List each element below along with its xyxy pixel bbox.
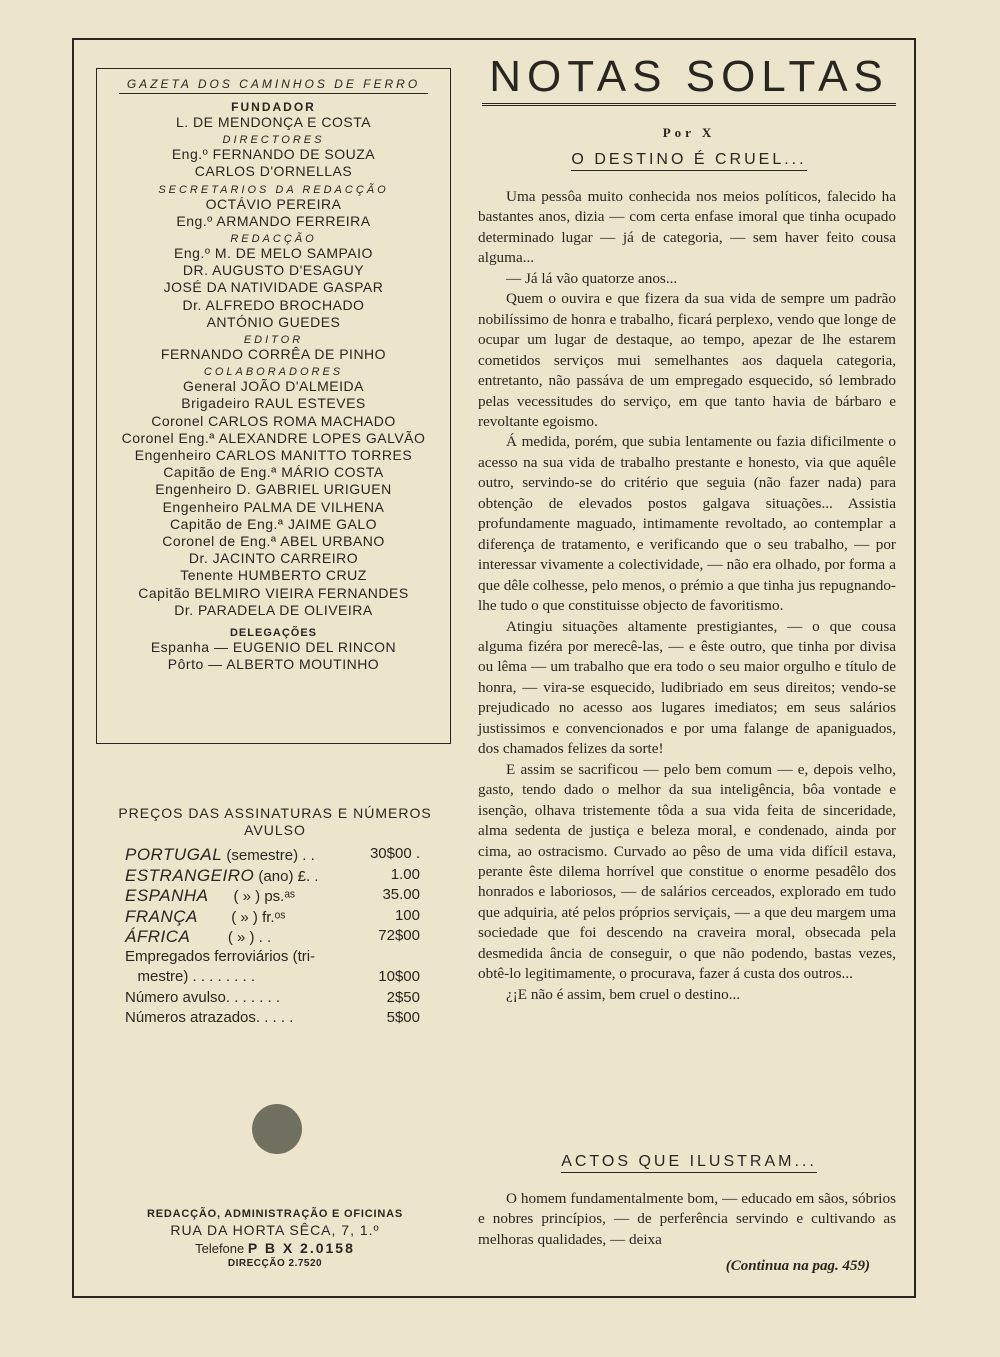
price-value: 30$00 .: [369, 845, 420, 862]
colaborador-name: Dr. PARADELA DE OLIVEIRA: [174, 601, 373, 618]
colaborador-name: General JOÃO D'ALMEIDA: [183, 378, 364, 395]
delegacao-name: Espanha — EUGENIO DEL RINCON: [150, 639, 397, 656]
redactor-name: Dr. ALFREDO BROCHADO: [182, 296, 365, 313]
editor-name: FERNANDO CORRÊA DE PINHO: [160, 346, 387, 363]
masthead-title: GAZETA DOS CAMINHOS DE FERRO: [119, 77, 428, 94]
colaborador-name: Capitão de Eng.ª JAIME GALO: [170, 515, 377, 532]
address-line2: RUA DA HORTA SÊCA, 7, 1.º: [170, 1222, 380, 1238]
article-paragraph: Atingiu situações altamente prestigiantes, — o que cousa alguma fizéra por merecê-las, — e êste outro, que tinha por divisa ou lêma — um trabalho que era todo o seu maior orgulho e título de honra, — vira-se esquecido, ludibriado em seus direitos; vendo-se prejudicado no acesso aos lugares imediatos; em seus salários justissimos e convencionados e por uma falange de apaniguados, dos chamados felizes da sorte!: [478, 617, 896, 758]
article-paragraph: E assim se sacrificou — pelo bem comum — e, depois velho, gasto, tendo dado o melhor da sua inteligência, bôa vontade e isenção, olhava tristemente tôda a sua vida feita de sinceridade, alma sedenta de justiça e beleza moral, e condenado, ainda por cima, ao ostracismo. Curvado ao pêso de uma vida difícil estava, perante êste dilema horrível que constitue o enorme pesadêlo dos honrados e laboriosos, — de salários cerceados, explorado em tudo que adquiria, até pelos próprios serviçais, — a que deu margem uma sociedade que foi descendo na craveira moral, obsecada pela desmedida ância de conseguir, o que não podendo, bastas vezes, obtê-lo legitimamente, o procurava, fazer á custa dos outros...: [478, 760, 896, 983]
fundador-label: FUNDADOR: [231, 100, 316, 114]
price-region: FRANÇA: [125, 906, 198, 926]
directores-label: DIRECTORES: [222, 134, 325, 147]
price-value: 100: [394, 906, 420, 924]
subhead-actos: [482, 1153, 896, 1171]
price-value: 2$50: [386, 988, 420, 1006]
price-row: [100, 948, 450, 969]
price-row: [100, 989, 450, 1010]
colaborador-name: Capitão de Eng.ª MÁRIO COSTA: [163, 464, 384, 481]
price-detail: (ano) £. .: [254, 867, 319, 885]
prices-title-line2: AVULSO: [244, 822, 306, 838]
redactor-name: JOSÉ DA NATIVIDADE GASPAR: [163, 279, 384, 296]
price-row: [100, 866, 450, 887]
colaborador-name: Dr. JACINTO CARREIRO: [188, 550, 359, 567]
seal-mark: [252, 1104, 302, 1154]
secretarios-label: SECRETARIOS DA REDACÇÃO: [158, 183, 389, 196]
direccao-phone: DIRECÇÃO 2.7520: [227, 1258, 323, 1269]
colaborador-name: Coronel de Eng.ª ABEL URBANO: [162, 533, 385, 550]
price-row: [100, 886, 450, 907]
redactor-name: ANTÓNIO GUEDES: [206, 313, 341, 330]
redactor-name: Eng.º M. DE MELO SAMPAIO: [174, 245, 373, 262]
phone-number: P B X 2.0158: [247, 1240, 355, 1256]
colaboradores-label: COLABORADORES: [203, 366, 344, 379]
phone-label: Telefone: [195, 1241, 248, 1256]
price-value: 5$00: [386, 1009, 420, 1026]
article-paragraph: Á medida, porém, que subia lentamente ou fazia dificilmente o acesso na sua vida de trabalho prestante e honesto, via que aquêle outro, servindo-se do critério que seguia (não fazer nada) para obtenção de elevados postos galgava situações... Assistia profundamente maguado, intimamente revoltado, ao contemplar a diferença de tratamento, e verificando que o seu trabalho, — por interessar vivamente a colectividade, — não era olhado, por forma a que dêle colhesse, pelo menos, o prémio a que tinha jus repugnando-lhe tudo o que constituisse objecto de favoritismo.: [478, 433, 896, 615]
colaborador-name: Engenheiro CARLOS MANITTO TORRES: [134, 447, 413, 464]
article-section-1: [478, 187, 896, 1005]
price-row: [100, 927, 450, 948]
colaborador-name: Engenheiro D. GABRIEL URIGUEN: [155, 481, 392, 498]
colaborador-name: Coronel CARLOS ROMA MACHADO: [151, 412, 396, 429]
price-label: Empregados ferroviários (tri-: [125, 947, 316, 965]
redaccao-label: REDACÇÃO: [230, 233, 317, 246]
address-line1: REDACÇÃO, ADMINISTRAÇÃO E OFICINAS: [147, 1208, 403, 1220]
subhead-actos-text: ACTOS QUE ILUSTRAM...: [561, 1153, 817, 1173]
price-row: [100, 907, 450, 928]
colaborador-name: Tenente HUMBERTO CRUZ: [180, 567, 367, 584]
price-detail: (semestre) . .: [222, 847, 315, 864]
price-detail: ( » ) fr.ᵒˢ: [197, 908, 286, 926]
price-label: Números atrazados. . . . .: [125, 1009, 294, 1026]
price-detail: ( » ) ps.ᵃˢ: [208, 888, 296, 905]
colaborador-name: Capitão BELMIRO VIEIRA FERNANDES: [138, 584, 409, 601]
continuation-note: (Continua na pag. 459): [725, 1258, 870, 1274]
price-region: ESTRANGEIRO: [125, 865, 255, 885]
price-region: ESPANHA: [125, 886, 209, 905]
director-name: Eng.º FERNANDO DE SOUZA: [171, 146, 376, 163]
editor-label: EDITOR: [243, 334, 304, 347]
address-block: [100, 1208, 450, 1269]
masthead-box: [96, 68, 451, 744]
prices-title: PREÇOS DAS ASSINATURAS E NÚMEROS: [118, 805, 432, 821]
price-value: 10$00: [378, 968, 420, 985]
price-row: [100, 845, 450, 866]
colaborador-name: Coronel Eng.ª ALEXANDRE LOPES GALVÃO: [121, 429, 426, 446]
price-row: [100, 968, 450, 989]
article-paragraph: O homem fundamentalmente bom, — educado em sãos, sóbrios e nobres princípios, — de perferência servindo e cultivando as melhoras qualidades, — deixa: [478, 1190, 896, 1248]
article-paragraph: Uma pessôa muito conhecida nos meios políticos, falecido ha bastantes anos, dizia — com certa enfase imoral que tinha ocupado determinado lugar — já de categoria, — sem haver feito cousa alguma...: [478, 188, 896, 267]
delegacao-name: Pôrto — ALBERTO MOUTINHO: [167, 656, 380, 673]
price-detail: ( » ) . .: [190, 929, 272, 946]
subscription-prices: [100, 805, 450, 1030]
secretario-name: Eng.º ARMANDO FERREIRA: [176, 212, 371, 229]
colaborador-name: Engenheiro PALMA DE VILHENA: [162, 498, 385, 515]
fundador-name: L. DE MENDONÇA E COSTA: [175, 114, 372, 130]
price-row: [100, 1009, 450, 1030]
colaborador-name: Brigadeiro RAUL ESTEVES: [181, 395, 366, 412]
price-value: 1.00: [390, 865, 420, 883]
price-value: 72$00: [378, 927, 420, 944]
price-value: 35.00: [382, 886, 420, 903]
article-paragraph: ¿¡E não é assim, bem cruel o destino...: [506, 985, 741, 1003]
subhead-destino-text: O DESTINO É CRUEL...: [571, 151, 806, 171]
secretario-name: OCTÁVIO PEREIRA: [205, 195, 342, 212]
page-headline: NOTAS SOLTAS: [482, 52, 896, 106]
price-region: ÁFRICA: [125, 927, 191, 946]
article-paragraph: Quem o ouvira e que fizera da sua vida de sempre um padrão nobilíssimo de honra e trabalho, ficará perplexo, vendo que longe de ocupar um lugar de destaque, ao tempo, apezar de lhe estarem cometidos serviços mui semelhantes aos daquela categoria, entretanto, não passáva de um empregado esquecido, só lembrado pelas vecessitudes do serviço, em que tanto havia de bárbaro e revoltante egoismo.: [478, 290, 896, 430]
article-section-2: [478, 1189, 896, 1250]
article-paragraph: — Já lá vão quatorze anos...: [506, 269, 678, 287]
redactor-name: DR. AUGUSTO D'ESAGUY: [182, 262, 365, 279]
byline: Por X: [662, 125, 716, 140]
price-region: PORTUGAL: [125, 845, 223, 864]
price-label: Número avulso. . . . . . .: [125, 988, 281, 1006]
delegacoes-label: DELEGAÇÕES: [229, 627, 317, 640]
phone-line: [100, 1240, 450, 1256]
director-name: CARLOS D'ORNELLAS: [194, 163, 353, 180]
subhead-destino: [482, 151, 896, 169]
price-label: mestre) . . . . . . . .: [125, 968, 256, 985]
